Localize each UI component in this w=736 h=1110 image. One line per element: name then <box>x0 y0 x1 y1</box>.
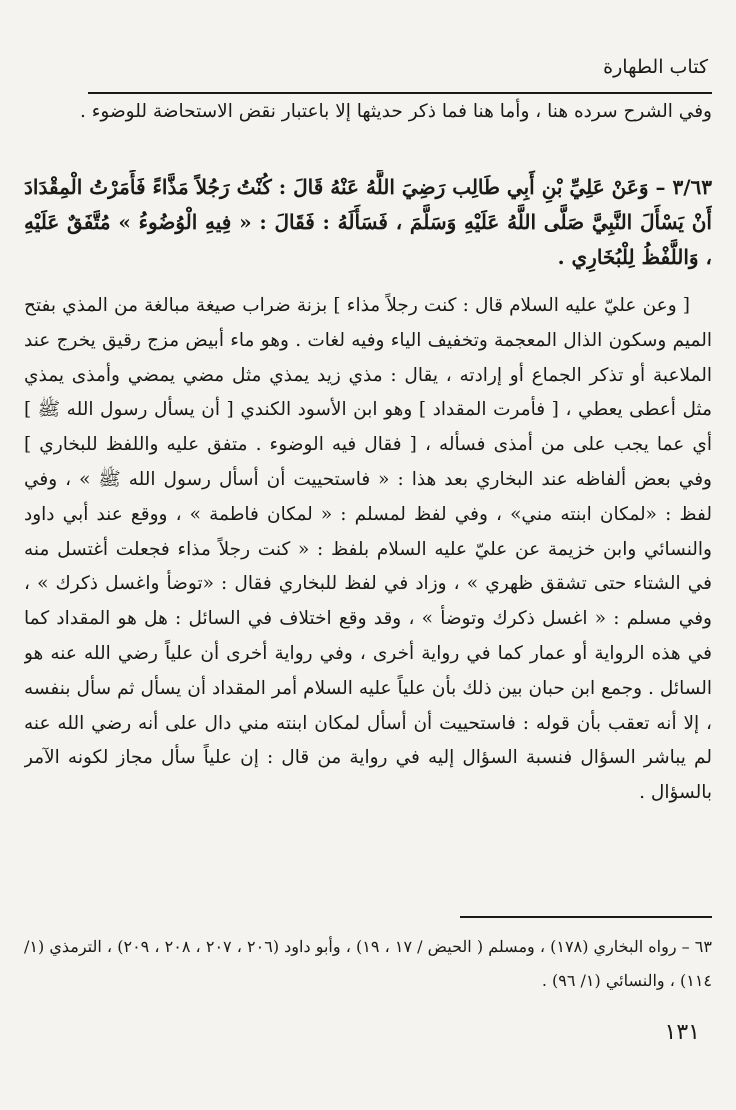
page-number: ١٣١ <box>664 1020 700 1045</box>
intro-paragraph: وفي الشرح سرده هنا ، وأما هنا فما ذكر حديثها إلا باعتبار نقض الاستحاضة للوضوء . <box>79 101 712 122</box>
hadith-number: ٣/٦٣ – <box>655 175 712 199</box>
footnote-rule <box>460 916 712 918</box>
commentary-paragraph: [ وعن عليّ عليه السلام قال : كنت رجلاً مذاء ] بزنة ضراب صيغة مبالغة من المذي بفتح الميم وسكون الذال المعجمة وتخفيف الياء وفيه لغات . وهو ماء أبيض مزج رقيق يخرج عند الملاعبة أو تذكر الجماع أو إرادته ، يقال : مذي زيد يمذي مثل مضي يمضي وأمذى يمذي مثل أعطى يعطي ، [ فأمرت المقداد ] وهو ابن الأسود الكندي [ أن يسأل رسول الله ﷺ ] أي عما يجب على من أمذى فسأله ، [ فقال فيه الوضوء . متفق عليه واللفظ للبخاري ] وفي بعض ألفاظه عند البخاري بعد هذا : « فاستحييت أن أسأل رسول الله ﷺ » ، وفي لفظ : «لمكان ابنته مني» ، وفي لفظ لمسلم : « لمكان فاطمة » ، ووقع عند أبي داود والنسائي وابن خزيمة عن عليّ عليه السلام بلفظ : « كنت رجلاً مذاء فجعلت أغتسل منه في الشتاء حتى تشقق ظهري » ، وزاد في لفظ للبخاري فقال : «توضأ واغسل ذكرك » ، وفي مسلم : « اغسل ذكرك وتوضأ » ، وقد وقع اختلاف في السائل : هل هو المقداد كما في هذه الرواية أو عمار كما في رواية أخرى ، وفي رواية أخرى أن علياً رضي الله عنه هو السائل . وجمع ابن حبان بين ذلك بأن علياً عليه السلام أمر المقداد أن يسأل ثم سأل بنفسه ، إلا أنه تعقب بأن قوله : فاستحييت أن أسأل لمكان ابنته مني دال على أنه رضي الله عنه لم يباشر السؤال فنسبة السؤال إليه في رواية من قال : إن علياً سأل مجاز لكونه الآمر بالسؤال . <box>24 295 712 804</box>
hadith-text <box>24 170 712 278</box>
hadith-body: وَعَنْ عَلِيِّ بْنِ أَبِي طَالِب رَضِيَ اللَّهُ عَنْهُ قَالَ : كُنْتُ رَجُلاً مَذَّاءً فَأَمَرْتُ الْمِقْدَادَ أَنْ يَسْأَلَ النَّبِيَّ صَلَّى اللَّهُ عَلَيْهِ وَسَلَّمَ ، فَسَأَلَهُ : فَقَالَ : « فِيهِ الْوُضُوءُ » مُتَّفَقٌ عَلَيْهِ ، وَاللَّفْظُ لِلْبُخَارِي . <box>24 175 712 269</box>
footnote: ٦٣ – رواه البخاري (١٧٨) ، ومسلم ( الحيض / ١٧ ، ١٩) ، وأبو داود (٢٠٦ ، ٢٠٧ ، ٢٠٨ ، ٢٠٩) ، الترمذي (١/ ١١٤) ، والنسائي (١/ ٩٦) . <box>24 937 712 990</box>
running-header: كتاب الطهارة <box>603 56 708 78</box>
header-rule <box>88 92 712 94</box>
